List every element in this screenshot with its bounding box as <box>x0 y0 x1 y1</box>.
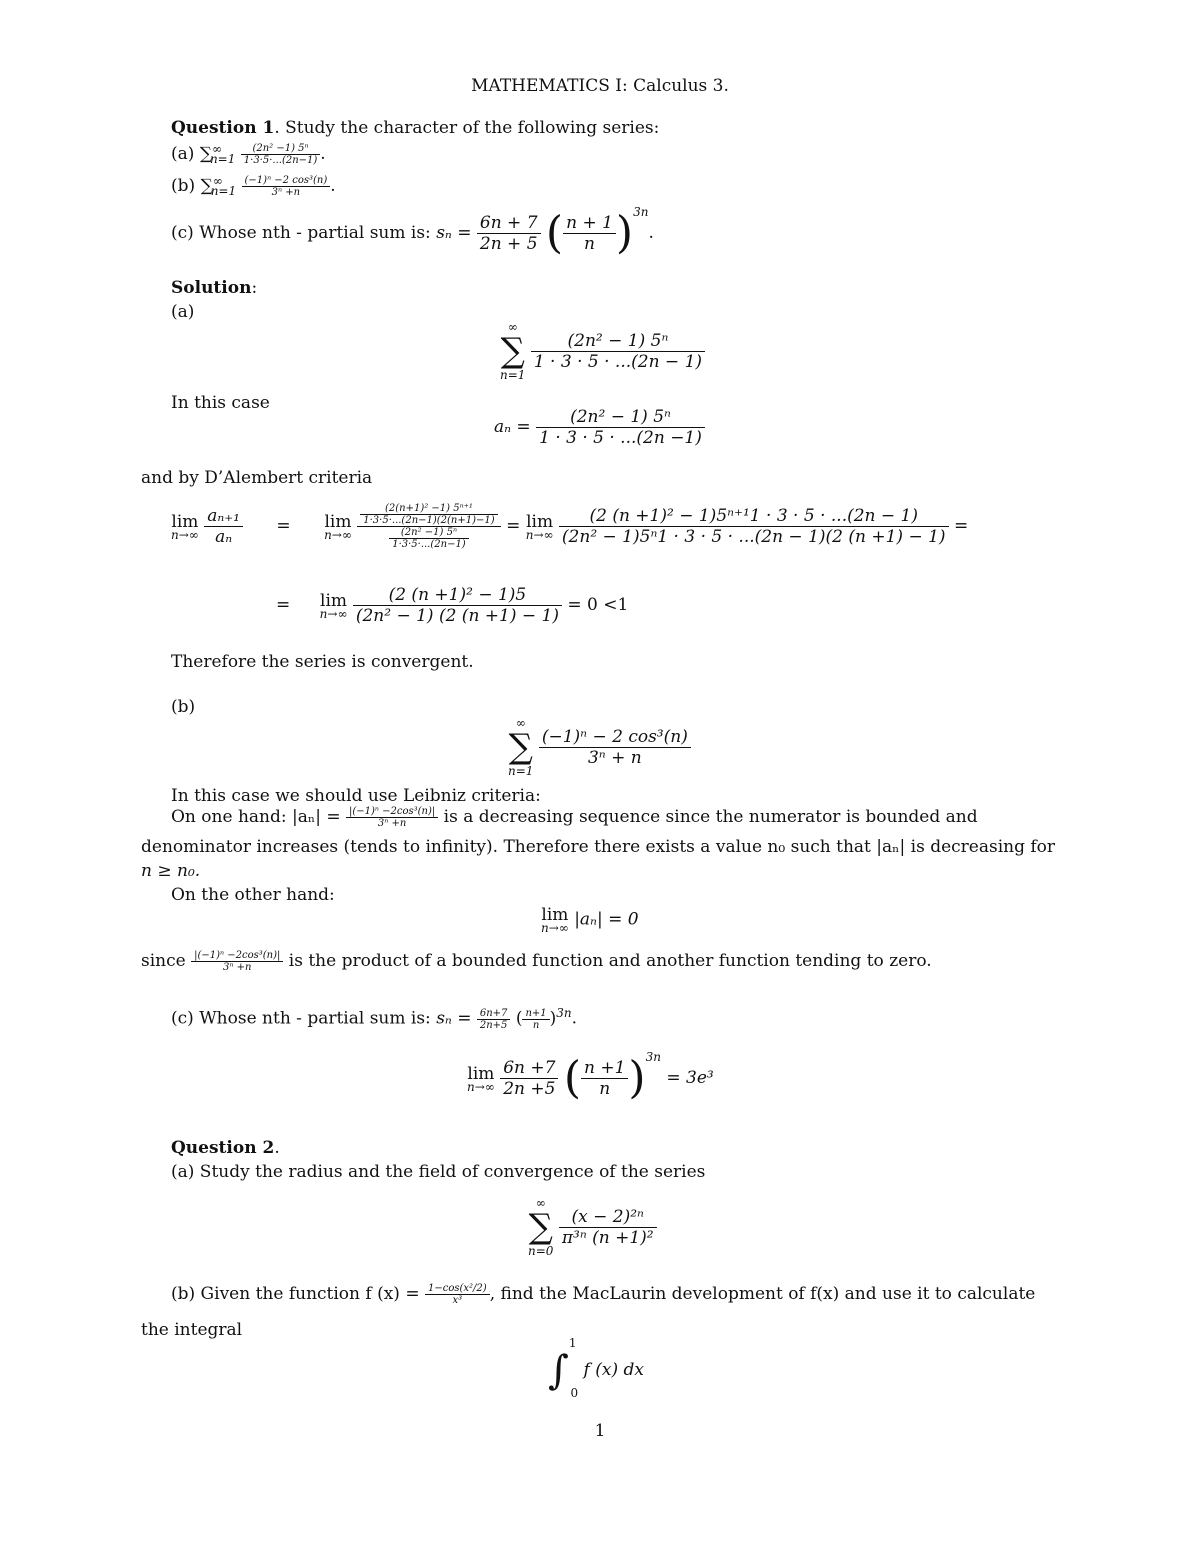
ratio-line-1: lim n→∞ $\frac{\text{aₙ₊₁}}{\text{aₙ}}$ = lim n→∞ $\frac{\frac{\text{(2(n+1)² −1) 5ⁿ⁺¹}}{1\cdot 3\cdot 5\cdot...(2n-1)(2(n+1)-1)}}{\frac{\text{(2n² −1) 5ⁿ}}{1\cdot 3\cdot 5\cdot...(2n-1)}}$ = lim n→∞ $\frac{\text{(2 (n +1)² − 1)5ⁿ⁺¹1 · 3 · 5 · ...(2n − 1)}}{\text{(2n² − 1)5ⁿ1 · 3 · 5 · ...(2n − 1)(2 (n +1) − 1)}}$ = <box>171 503 969 550</box>
q1-c-text: (c) Whose nth - partial sum is: <box>171 223 431 243</box>
one-hand-line-3: n ≥ n₀. <box>141 861 201 881</box>
q1-b-sub: n=1 <box>210 184 237 198</box>
sum-symbol: ∑ <box>200 176 213 196</box>
q1-a-sup: ∞ <box>211 142 222 156</box>
question-2-heading: Question 2. <box>171 1138 280 1158</box>
one-hand-line: On one hand: |aₙ| = $\frac{\text{|(−1)ⁿ −2cos³(n)|}}{\text{3ⁿ +n}}$ is a decreasing sequence since the numerator is bounded and <box>171 806 978 829</box>
other-hand-text: On the other hand: <box>171 885 335 905</box>
case-text: In this case <box>171 393 270 413</box>
integral: ∫$^1_0$ f (x) dx <box>548 1336 644 1400</box>
page-title: MATHEMATICS I: Calculus 3. <box>471 76 729 96</box>
convergent-text: Therefore the series is convergent. <box>171 652 474 672</box>
q1-item-c: (c) Whose nth - partial sum is: sₙ = $\frac{6n + 7}{2n + 5}$ ( $\frac{n + 1}{n}$ )$^{3n}$. <box>171 205 654 259</box>
question-1-label: Question 1 <box>171 118 275 138</box>
q1-c-s: sₙ = <box>436 223 472 243</box>
dalembert-text: and by D’Alembert criteria <box>141 468 373 488</box>
q1-c-frac1: $\frac{6n + 7}{2n + 5}$ <box>477 213 541 254</box>
page-number: 1 <box>594 1421 606 1441</box>
ratio-line-2: = lim n→∞ $\frac{\text{(2 (n +1)² − 1)5}}{\text{(2n² − 1) (2 (n +1) − 1)}}$ = 0 <1 <box>276 585 629 626</box>
since-line: since $\frac{\text{|(−1)ⁿ −2cos³(n)|}}{\text{3ⁿ +n}}$ is the product of a bounded function and another function tending to zero. <box>141 950 932 973</box>
one-hand-line-2: denominator increases (tends to infinity). Therefore there exists a value n₀ such that |aₙ| is decreasing for <box>141 837 1056 857</box>
q2-a-text: (a) Study the radius and the field of convergence of the series <box>171 1162 706 1182</box>
q2-series: ∞ ∑ n=0 $\frac{\text{(x − 2)²ⁿ}}{\text{π³ⁿ (n +1)²}}$ <box>528 1196 657 1258</box>
q1-a-prefix: (a) <box>171 144 195 164</box>
sol-a-series: ∞ ∑ n=1 $\frac{\text{(2n² − 1) 5ⁿ}}{1 \cdot 3 \cdot 5 \cdot ...(2n - 1)}$ <box>500 320 705 382</box>
solution-heading: Solution: <box>171 278 258 298</box>
q1-a-sub: n=1 <box>209 152 236 166</box>
leibniz-text: In this case we should use Leibniz criteria: <box>171 786 541 806</box>
sol-c-line: (c) Whose nth - partial sum is: sₙ = $\frac{6n+7}{2n+5}$ ( $\frac{n+1}{n}$ )$^{3n}$. <box>171 1006 578 1031</box>
q1-item-b: (b) $\sum^\infty_{n=1}$ $\frac{\text{(−1)ⁿ −2 cos³(n)}}{\text{3ⁿ +n}}$ . <box>171 174 336 198</box>
q1-a-fraction: $\frac{\text{(2n² −1) 5ⁿ}}{1\cdot 3\cdot 5\cdot...(2n-1)}$ <box>241 143 321 166</box>
q1-b-fraction: $\frac{\text{(−1)ⁿ −2 cos³(n)}}{\text{3ⁿ +n}}$ <box>242 175 331 198</box>
sol-c-limit: lim n→∞ $\frac{6n +7}{2n +5}$ ( $\frac{n +1}{n}$ )$^{3n}$ = 3e³ <box>467 1050 714 1104</box>
q1-b-prefix: (b) <box>171 176 196 196</box>
solution-b-label: (b) <box>171 697 196 717</box>
q1-item-a: (a) $\sum^\infty_{n=1}$ $\frac{\text{(2n² −1) 5ⁿ}}{1\cdot 3\cdot 5\cdot...(2n-1)}$ . <box>171 142 326 166</box>
q1-c-frac2: $\frac{n + 1}{n}$ <box>563 213 616 254</box>
limit-abs-an: lim n→∞ |aₙ| = 0 <box>541 905 639 935</box>
solution-a-label: (a) <box>171 302 195 322</box>
sol-a-fraction: $\frac{\text{(2n² − 1) 5ⁿ}}{1 \cdot 3 \cdot 5 \cdot ...(2n - 1)}$ <box>531 331 705 372</box>
q1-b-sup: ∞ <box>212 174 223 188</box>
sum-symbol: ∑ <box>199 144 212 164</box>
q2-b-line: (b) Given the function f (x) = $\frac{\text{1−cos(x²/2)}}{\text{x³}}$ , find the MacLaurin development of f(x) and use it to calculate <box>171 1283 1036 1306</box>
q2-b-line-2: the integral <box>141 1320 243 1340</box>
question-1-heading <box>171 118 659 138</box>
an-formula: aₙ = $\frac{\text{(2n² − 1) 5ⁿ}}{1 \cdot 3 \cdot 5 \cdot ...(2n -1)}$ <box>494 407 705 448</box>
question-1-intro: . Study the character of the following series: <box>274 118 660 138</box>
sol-b-series: ∞ ∑ n=1 $\frac{\text{(−1)ⁿ − 2 cos³(n)}}{\text{3ⁿ + n}}$ <box>508 716 691 778</box>
q1-c-exp: 3n <box>633 205 649 219</box>
